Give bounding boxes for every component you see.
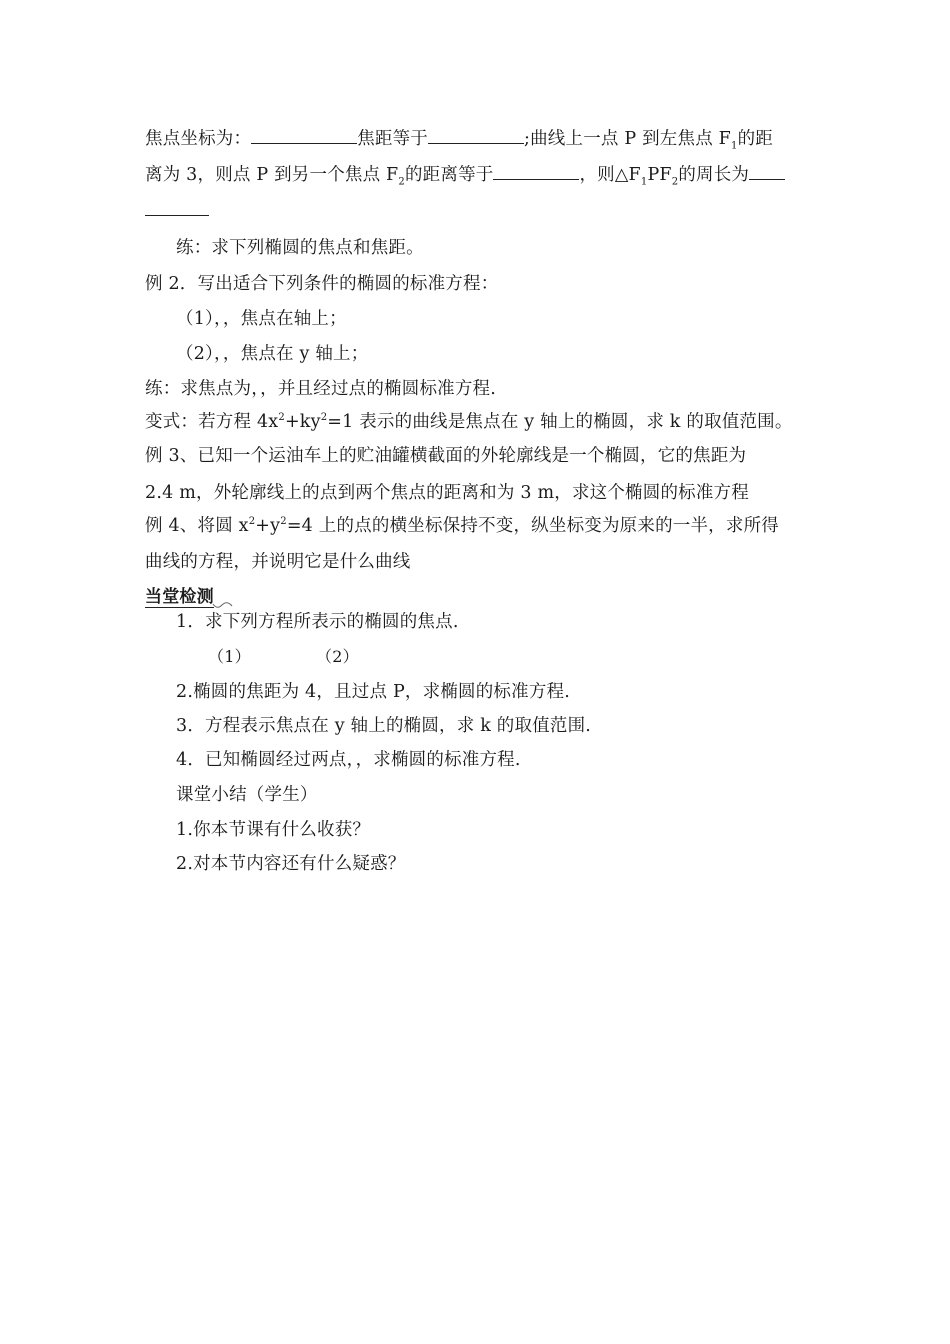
- practice-1: 练：求下列椭圆的焦点和焦距。: [176, 238, 424, 258]
- example-3-line-1: 例 3、已知一个运油车上的贮油罐横截面的外轮廓线是一个椭圆，它的焦距为: [145, 446, 747, 466]
- intro-text-segment: 离为 3，则点 P 到另一个焦点 F: [145, 165, 399, 185]
- variant-text-segment: +ky: [284, 412, 321, 432]
- blank-focal-distance: [428, 126, 524, 144]
- blank-distance: [493, 162, 579, 180]
- subscript: 1: [731, 140, 738, 152]
- superscript: 2: [248, 516, 256, 528]
- example-3-line-2: 2.4 m，外轮廓线上的点到两个焦点的距离和为 3 m，求这个椭圆的标准方程: [145, 483, 749, 503]
- practice-2: 练：求焦点为，，并且经过点的椭圆标准方程.: [145, 379, 497, 399]
- test-question-4: 4．已知椭圆经过两点，，求椭圆的标准方程.: [176, 750, 521, 770]
- blank-focus-coordinates: [251, 126, 357, 144]
- test-question-1: 1．求下列方程所表示的椭圆的焦点.: [176, 612, 459, 632]
- summary-item-2: 2.对本节内容还有什么疑惑？: [176, 854, 406, 874]
- test-question-2: 2.椭圆的焦距为 4，且过点 P，求椭圆的标准方程.: [176, 682, 570, 702]
- example-4-line-1: [145, 514, 779, 538]
- example-2-item-2: （2），，焦点在 y 轴上；: [176, 344, 369, 364]
- test-question-1-part-1: （1）: [208, 647, 251, 666]
- example-4-text-segment: +y: [255, 516, 281, 536]
- blank-perimeter: [749, 162, 785, 180]
- example-4-text-segment: =4 上的点的横坐标保持不变，纵坐标变为原来的一半，求所得: [286, 516, 779, 536]
- focal-distance-label: 焦距等于: [357, 129, 429, 149]
- blank-perimeter-continued: [145, 198, 209, 223]
- test-heading: 当堂检测: [145, 587, 214, 607]
- intro-text-segment: PF: [647, 165, 672, 185]
- test-question-3: 3．方程表示焦点在 y 轴上的椭圆，求 k 的取值范围.: [176, 716, 592, 736]
- subscript: 2: [671, 176, 679, 188]
- subscript: 1: [640, 176, 648, 188]
- test-question-1-part-2: （2）: [316, 647, 359, 666]
- intro-text-segment: ;曲线上一点 P 到左焦点 F: [524, 129, 732, 149]
- example-4-text-segment: 例 4、将圆 x: [145, 516, 249, 536]
- example-2-item-1: （1），，焦点在轴上；: [176, 309, 347, 329]
- intro-text-segment: ，则△F: [579, 165, 641, 185]
- summary-item-1: 1.你本节课有什么收获？: [176, 820, 371, 840]
- example-4-line-2: 曲线的方程，并说明它是什么曲线: [145, 552, 411, 572]
- intro-text-segment: 的距离等于: [404, 165, 494, 185]
- subscript: 2: [398, 176, 405, 188]
- variant-text-segment: =1 表示的曲线是焦点在 y 轴上的椭圆，求 k 的取值范围。: [327, 412, 793, 432]
- superscript: 2: [278, 412, 285, 424]
- intro-line-2: [145, 162, 785, 187]
- superscript: 2: [320, 412, 328, 424]
- focus-coordinates-label: 焦点坐标为：: [145, 129, 252, 149]
- variant-text-segment: 变式：若方程 4x: [145, 412, 279, 432]
- perimeter-label: 的周长为: [678, 165, 750, 185]
- summary-title: 课堂小结（学生）: [176, 785, 318, 805]
- variant-question: [145, 410, 793, 434]
- superscript: 2: [280, 516, 287, 528]
- example-2-title: 例 2．写出适合下列条件的椭圆的标准方程：: [145, 274, 499, 294]
- intro-text-segment: 的距: [737, 129, 773, 149]
- intro-line-1: [145, 126, 773, 151]
